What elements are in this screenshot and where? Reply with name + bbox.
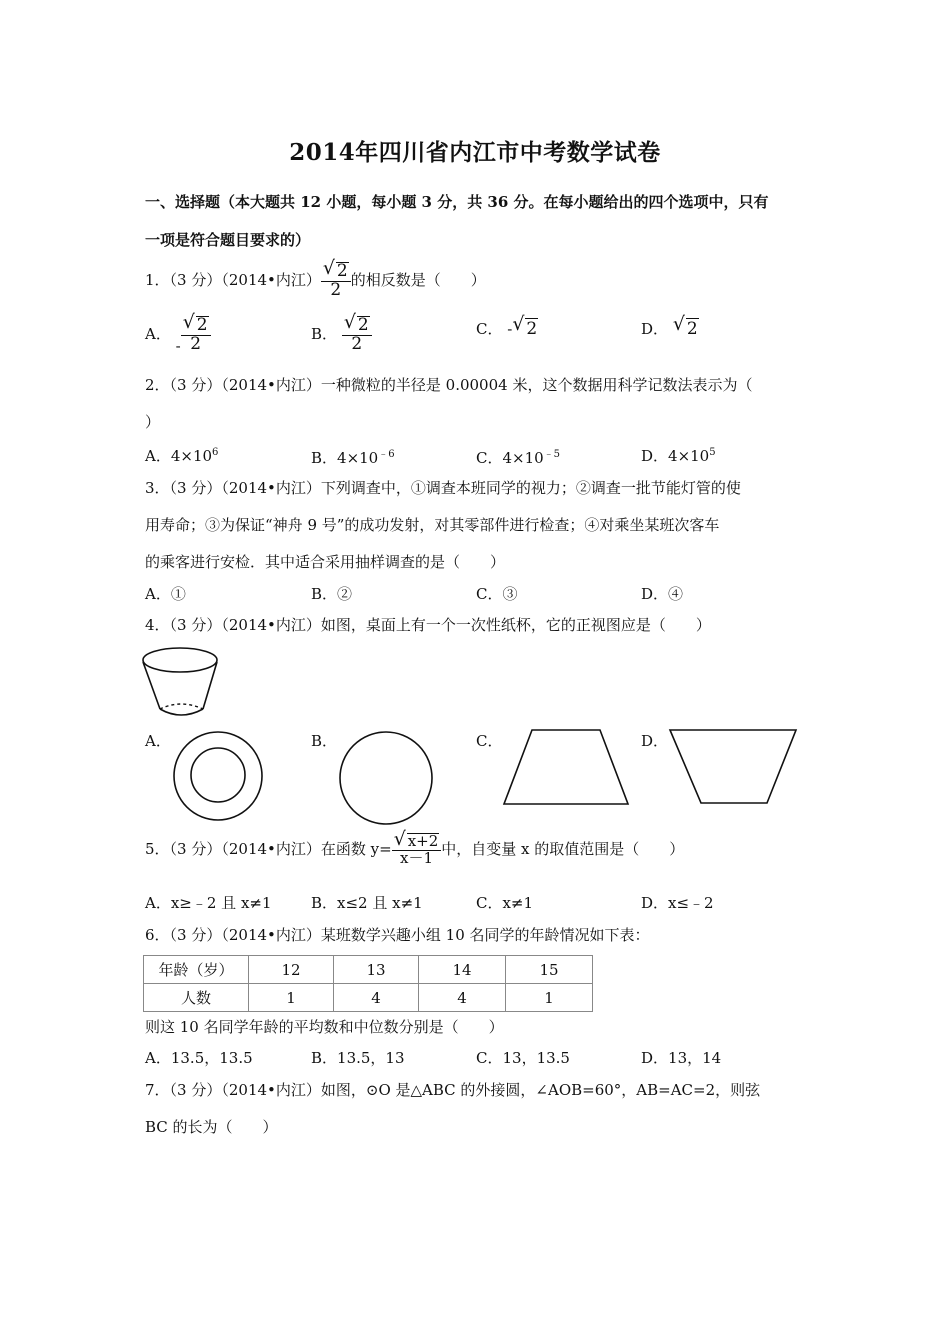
q1-option-d-label: D． (641, 320, 669, 338)
q1-option-c-radicand: 2 (526, 319, 538, 339)
question-6-line2: 则这 10 名同学年龄的平均数和中位数分别是（ ） (145, 1018, 504, 1036)
q1-option-b-den: 2 (351, 333, 363, 354)
q4-option-d[interactable]: D． (641, 732, 669, 750)
q4-option-c-figure (500, 726, 632, 808)
q1-option-b-fraction: √ 2 2 (342, 316, 372, 354)
q1-frac-num: 2 (336, 261, 348, 281)
q3-option-b[interactable]: B．② (311, 585, 353, 603)
q1-option-b[interactable] (311, 311, 372, 354)
q2-option-a-exp: 6 (212, 447, 219, 458)
q1-fraction: √ 2 2 (321, 262, 351, 300)
q5-option-d[interactable]: D．x≤﹣2 (641, 894, 714, 912)
table-cell: 年龄（岁） (144, 956, 249, 984)
question-5-suffix: 中，自变量 x 的取值范围是（ ） (441, 839, 685, 858)
question-7-line2: BC 的长为（ ） (145, 1118, 278, 1136)
table-cell: 14 (419, 956, 506, 984)
q2-option-a-label: A． (145, 447, 171, 465)
table-cell: 15 (506, 956, 593, 984)
question-1-prefix: 1．（3 分）（2014•内江） (145, 270, 321, 289)
q3-option-c[interactable]: C．③ (476, 585, 518, 603)
q1-option-a-fraction: √ 2 2 (181, 316, 211, 354)
q6-option-d[interactable]: D．13，14 (641, 1049, 722, 1067)
q5-frac-num: x+2 (407, 832, 439, 850)
q4-option-a-figure (170, 728, 266, 824)
question-1 (145, 257, 486, 300)
table-cell: 12 (249, 956, 334, 984)
table-cell: 4 (334, 984, 419, 1012)
q1-option-b-num: 2 (357, 315, 369, 335)
q6-option-b[interactable]: B．13.5，13 (311, 1049, 405, 1067)
q4-option-b-figure (336, 728, 436, 828)
section-heading-line1: 一、选择题（本大题共 12 小题，每小题 3 分，共 36 分。在每小题给出的四个选项中，只有 (145, 193, 769, 211)
q2-option-d-exp: 5 (709, 447, 716, 458)
q1-option-a-den: 2 (190, 333, 202, 354)
q3-option-a[interactable]: A．① (145, 585, 186, 603)
question-7-line1: 7．（3 分）（2014•内江）如图，⊙O 是△ABC 的外接圆，∠AOB=60°，AB=AC=2，则弦 (145, 1081, 761, 1099)
q1-option-a-label: A． (145, 324, 171, 343)
q5-option-a[interactable]: A．x≥﹣2 且 x≠1 (145, 894, 272, 912)
q2-option-d[interactable] (641, 445, 716, 466)
q6-option-c[interactable]: C．13，13.5 (476, 1049, 570, 1067)
q1-option-c-label: C． (476, 320, 503, 338)
q1-option-b-label: B． (311, 324, 338, 343)
q1-option-d-radicand: 2 (686, 319, 698, 339)
q2-option-c[interactable] (476, 445, 560, 468)
question-2-line1: 2．（3 分）（2014•内江）一种微粒的半径是 0.00004 米，这个数据用科学记数法表示为（ (145, 376, 753, 394)
q5-option-b[interactable]: B．x≤2 且 x≠1 (311, 894, 423, 912)
q2-option-c-label: C． (476, 449, 503, 467)
table-cell: 13 (334, 956, 419, 984)
q6-option-a[interactable]: A．13.5，13.5 (145, 1049, 253, 1067)
question-6-line1: 6．（3 分）（2014•内江）某班数学兴趣小组 10 名同学的年龄情况如下表： (145, 926, 650, 944)
q1-option-c-sign: - (507, 320, 513, 338)
paper-cup-figure (140, 643, 224, 721)
table-cell: 人数 (144, 984, 249, 1012)
q1-option-a-num: 2 (196, 315, 208, 335)
q2-option-b-exp: ﹣6 (378, 449, 395, 460)
q4-option-c[interactable]: C． (476, 732, 503, 750)
q2-option-d-label: D． (641, 447, 669, 465)
q4-option-b[interactable]: B． (311, 732, 338, 750)
q2-option-c-base: 4×10 (502, 449, 544, 467)
q4-option-d-figure (666, 726, 800, 808)
section-heading-line2: 一项是符合题目要求的） (145, 231, 311, 249)
q2-option-b-base: 4×10 (337, 449, 379, 467)
q3-option-d[interactable]: D．④ (641, 585, 684, 603)
q4-option-a[interactable]: A． (145, 732, 171, 750)
question-5 (145, 828, 685, 867)
q1-option-c[interactable]: C． - √ 2 (476, 313, 538, 339)
age-table (143, 955, 593, 1012)
page-title: 2014年四川省内江市中考数学试卷 (289, 139, 661, 166)
table-cell: 1 (506, 984, 593, 1012)
q1-option-d[interactable]: D． √ 2 (641, 313, 698, 339)
table-cell: 1 (249, 984, 334, 1012)
q5-frac-den: x－1 (399, 848, 433, 867)
q2-option-a-base: 4×10 (170, 447, 213, 465)
q1-option-a-sign: - (175, 336, 181, 355)
question-4-line1: 4．（3 分）（2014•内江）如图，桌面上有一个一次性纸杯，它的正视图应是（ ） (145, 616, 711, 634)
q2-option-b-label: B． (311, 449, 338, 467)
question-3-line3: 的乘客进行安检．其中适合采用抽样调查的是（ ） (145, 553, 506, 571)
question-5-prefix: 5．（3 分）（2014•内江）在函数 y= (145, 839, 392, 858)
q2-option-b[interactable] (311, 445, 395, 468)
q1-frac-den: 2 (330, 279, 342, 300)
q2-option-c-exp: ﹣5 (543, 449, 561, 460)
question-3-line1: 3．（3 分）（2014•内江）下列调查中，①调查本班同学的视力；②调查一批节能灯管的使 (145, 479, 741, 497)
table-cell: 4 (419, 984, 506, 1012)
question-1-suffix: 的相反数是（ ） (350, 270, 486, 289)
q2-option-a[interactable] (145, 445, 218, 466)
q5-option-c[interactable]: C．x≠1 (476, 894, 534, 912)
q2-option-d-base: 4×10 (668, 447, 710, 465)
table-row (144, 956, 593, 984)
table-row (144, 984, 593, 1012)
q1-option-a[interactable] (145, 311, 211, 355)
question-3-line2: 用寿命；③为保证“神舟 9 号”的成功发射，对其零部件进行检查；④对乘坐某班次客车 (145, 516, 720, 534)
question-2-line2: ） (145, 413, 161, 431)
q5-fraction: √ x+2 x－1 (392, 833, 442, 867)
